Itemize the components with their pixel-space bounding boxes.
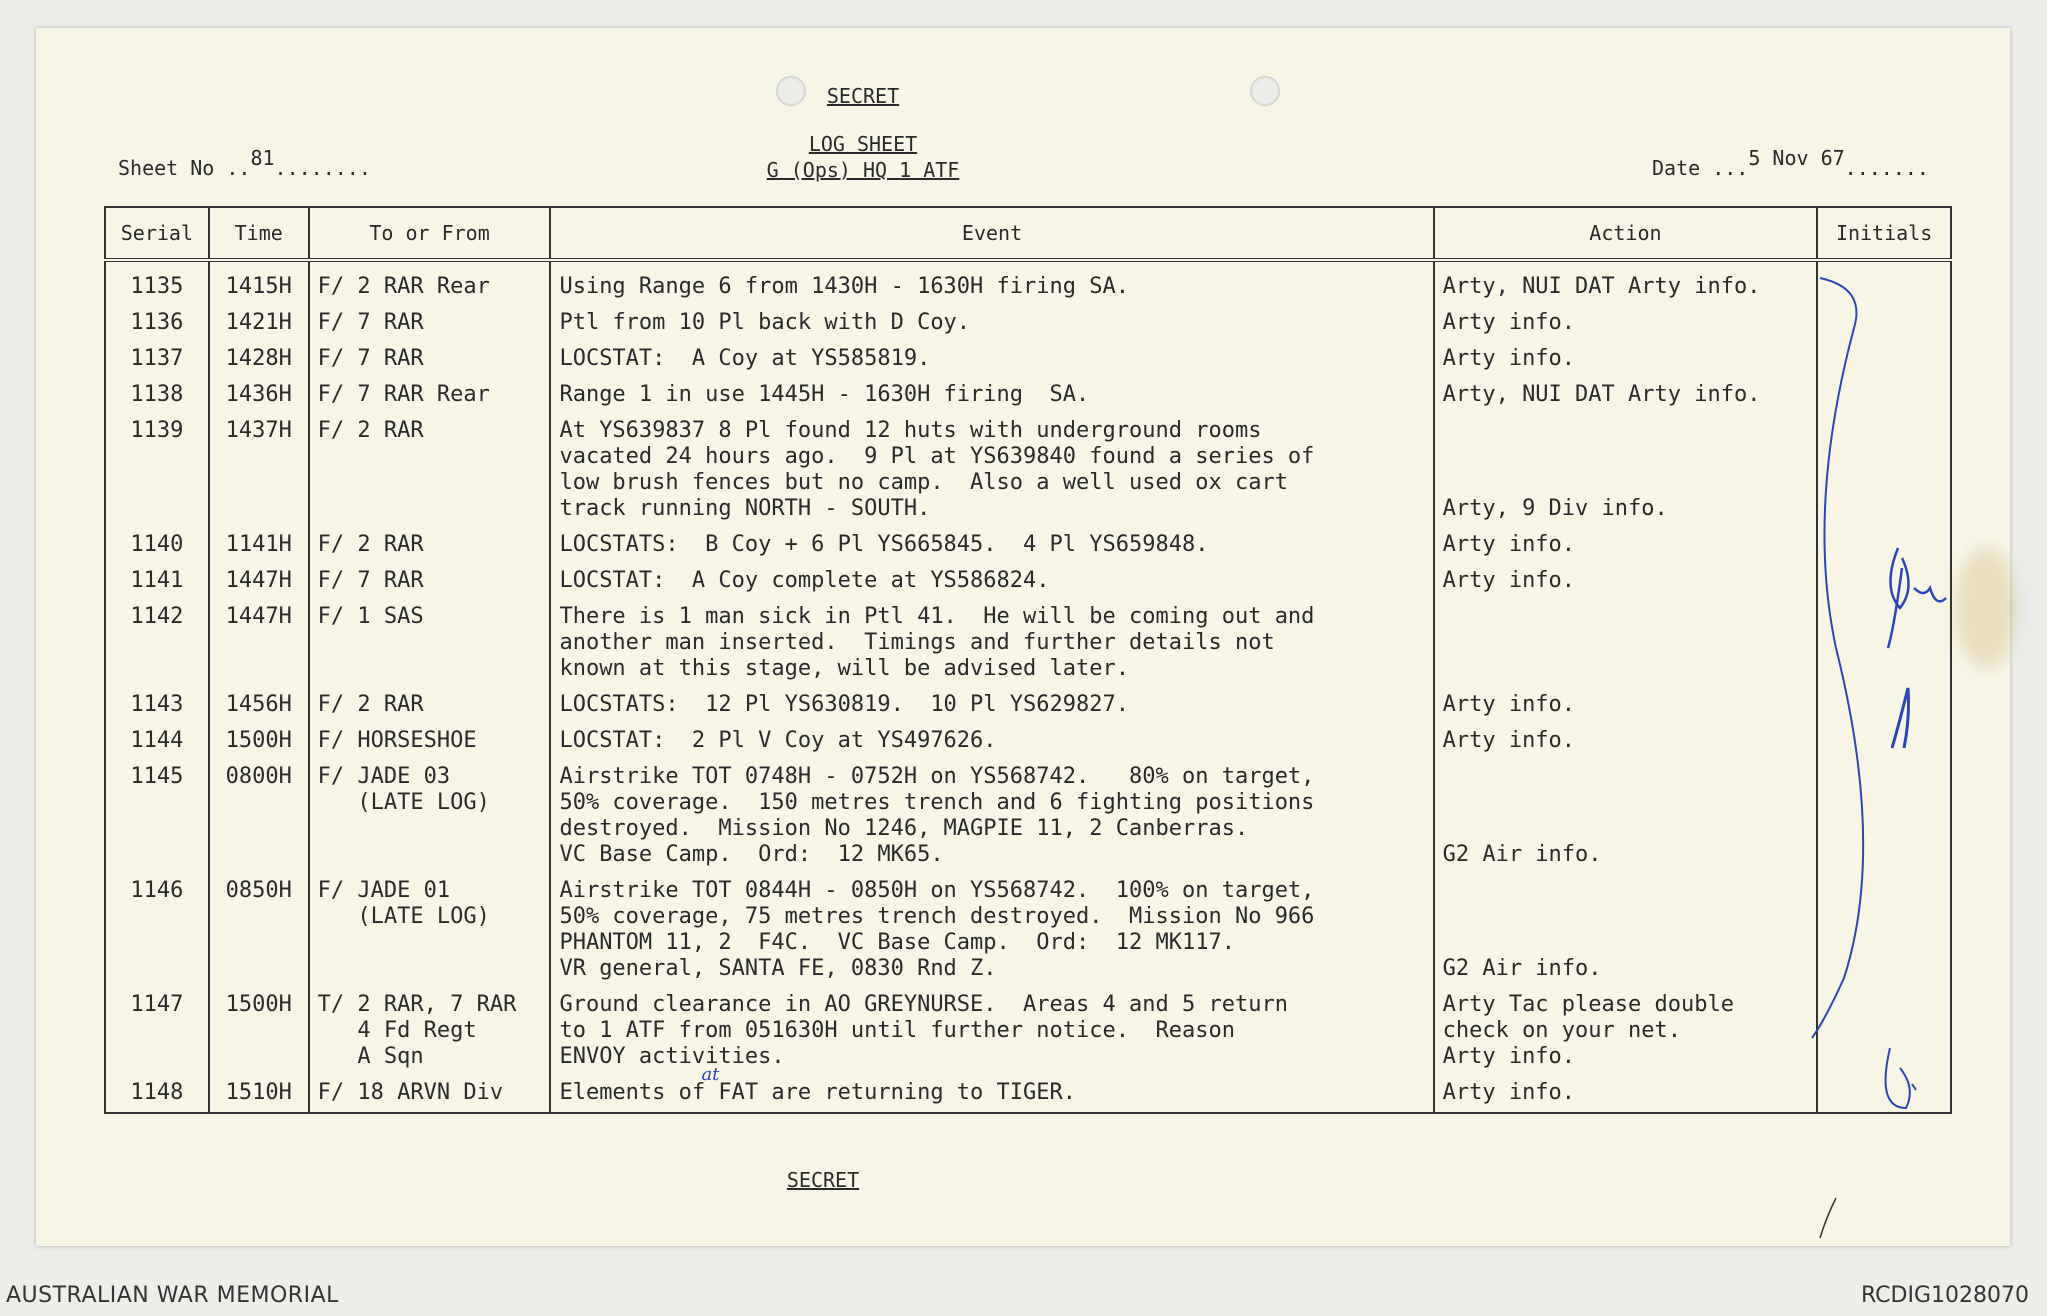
row-action: Arty info. <box>1434 306 1818 342</box>
table-row <box>105 564 1951 600</box>
row-serial: 1138 <box>105 378 209 414</box>
col-action: Action <box>1434 207 1818 260</box>
row-serial: 1142 <box>105 600 209 688</box>
row-to-or-from: F/ 18 ARVN Div <box>309 1076 551 1113</box>
row-event: At YS639837 8 Pl found 12 huts with underground rooms vacated 24 hours ago. 9 Pl at YS639840 found a series of low brush fences but no camp. Also a well used ox cart track running NORTH - SOUTH. <box>550 414 1433 528</box>
row-initials <box>1817 414 1951 528</box>
row-initials <box>1817 564 1951 600</box>
log-entries <box>105 260 1951 1113</box>
table-row <box>105 874 1951 988</box>
row-serial: 1143 <box>105 688 209 724</box>
row-to-or-from: F/ 2 RAR <box>309 688 551 724</box>
row-event: LOCSTAT: 2 Pl V Coy at YS497626. <box>550 724 1433 760</box>
row-initials <box>1817 724 1951 760</box>
row-serial: 1139 <box>105 414 209 528</box>
row-action: Arty info. <box>1434 1076 1818 1113</box>
log-table <box>104 206 1952 1114</box>
row-event: Airstrike TOT 0844H - 0850H on YS568742. 100% on target, 50% coverage, 75 metres trench destroyed. Mission No 966 PHANTOM 11, 2 F4C. VC Base Camp. Ord: 12 MK117. VR general, SANTA FE, 0830 Rnd Z. <box>550 874 1433 988</box>
row-initials <box>1817 306 1951 342</box>
row-to-or-from: T/ 2 RAR, 7 RAR 4 Fd Regt A Sqn <box>309 988 551 1076</box>
table-row <box>105 528 1951 564</box>
row-action: Arty info. <box>1434 528 1818 564</box>
row-action: Arty, NUI DAT Arty info. <box>1434 378 1818 414</box>
row-to-or-from: F/ 1 SAS <box>309 600 551 688</box>
handwritten-correction: at <box>701 1064 720 1085</box>
row-to-or-from: F/ 7 RAR <box>309 564 551 600</box>
row-initials <box>1817 874 1951 988</box>
archive-name: AUSTRALIAN WAR MEMORIAL <box>6 1283 339 1308</box>
sheet-number: Sheet No ..81........ <box>118 146 371 180</box>
row-to-or-from: F/ 7 RAR Rear <box>309 378 551 414</box>
row-event: Ground clearance in AO GREYNURSE. Areas 4 and 5 return to 1 ATF from 051630H until further notice. Reason ENVOY activities. <box>550 988 1433 1076</box>
row-event: Airstrike TOT 0748H - 0752H on YS568742. 80% on target, 50% coverage. 150 metres trench and 6 fighting positions destroyed. Mission No 1246, MAGPIE 11, 2 Canberras. VC Base Camp. Ord: 12 MK65. <box>550 760 1433 874</box>
row-time: 1436H <box>209 378 309 414</box>
edge-pencil-mark <box>1820 1198 1836 1238</box>
row-time: 0800H <box>209 760 309 874</box>
col-time: Time <box>209 207 309 260</box>
table-row <box>105 1076 1951 1113</box>
table-row <box>105 600 1951 688</box>
classification-top: SECRET <box>826 84 900 108</box>
row-action: Arty info. <box>1434 688 1818 724</box>
row-time: 1428H <box>209 342 309 378</box>
table-row <box>105 688 1951 724</box>
row-action: Arty Tac please double check on your net. Arty info. <box>1434 988 1818 1076</box>
row-to-or-from: F/ JADE 03 (LATE LOG) <box>309 760 551 874</box>
table-row <box>105 342 1951 378</box>
row-to-or-from: F/ HORSESHOE <box>309 724 551 760</box>
table-header <box>105 207 1951 260</box>
row-time: 1415H <box>209 260 309 306</box>
row-time: 0850H <box>209 874 309 988</box>
row-time: 1500H <box>209 988 309 1076</box>
row-to-or-from: F/ 2 RAR <box>309 528 551 564</box>
row-event: LOCSTAT: A Coy complete at YS586824. <box>550 564 1433 600</box>
row-serial: 1146 <box>105 874 209 988</box>
row-serial: 1141 <box>105 564 209 600</box>
row-initials <box>1817 342 1951 378</box>
row-serial: 1135 <box>105 260 209 306</box>
col-initials: Initials <box>1817 207 1951 260</box>
table-row <box>105 724 1951 760</box>
row-to-or-from: F/ 2 RAR <box>309 414 551 528</box>
row-event: LOCSTAT: A Coy at YS585819. <box>550 342 1433 378</box>
row-time: 1421H <box>209 306 309 342</box>
image-id: RCDIG1028070 <box>1860 1283 2029 1308</box>
table-row <box>105 760 1951 874</box>
row-time: 1456H <box>209 688 309 724</box>
row-event: LOCSTATS: 12 Pl YS630819. 10 Pl YS629827. <box>550 688 1433 724</box>
row-event: Using Range 6 from 1430H - 1630H firing SA. <box>550 260 1433 306</box>
col-serial: Serial <box>105 207 209 260</box>
row-event: LOCSTATS: B Coy + 6 Pl YS665845. 4 Pl YS659848. <box>550 528 1433 564</box>
row-action: G2 Air info. <box>1434 874 1818 988</box>
row-action: Arty info. <box>1434 564 1818 600</box>
row-serial: 1147 <box>105 988 209 1076</box>
row-time: 1447H <box>209 600 309 688</box>
row-to-or-from: F/ 7 RAR <box>309 342 551 378</box>
row-time: 1510H <box>209 1076 309 1113</box>
row-initials <box>1817 378 1951 414</box>
row-time: 1141H <box>209 528 309 564</box>
classification-bottom: SECRET <box>786 1168 860 1192</box>
table-row <box>105 260 1951 306</box>
row-time: 1500H <box>209 724 309 760</box>
row-serial: 1148 <box>105 1076 209 1113</box>
row-action: Arty info. <box>1434 342 1818 378</box>
paper-stain <box>1956 548 2016 668</box>
row-to-or-from: F/ JADE 01 (LATE LOG) <box>309 874 551 988</box>
row-serial: 1136 <box>105 306 209 342</box>
table-row <box>105 414 1951 528</box>
date-field: Date ...5 Nov 67....... <box>1652 146 1929 180</box>
table-row <box>105 988 1951 1076</box>
row-action: Arty info. <box>1434 724 1818 760</box>
page-title: LOG SHEET <box>808 132 918 156</box>
row-to-or-from: F/ 7 RAR <box>309 306 551 342</box>
row-initials <box>1817 1076 1951 1113</box>
row-initials <box>1817 528 1951 564</box>
row-initials <box>1817 988 1951 1076</box>
col-to-or-from: To or From <box>309 207 551 260</box>
row-action: Arty, 9 Div info. <box>1434 414 1818 528</box>
unit-name: G (Ops) HQ 1 ATF <box>766 158 960 182</box>
row-action: Arty, NUI DAT Arty info. <box>1434 260 1818 306</box>
row-initials <box>1817 600 1951 688</box>
row-serial: 1145 <box>105 760 209 874</box>
row-serial: 1144 <box>105 724 209 760</box>
row-initials <box>1817 260 1951 306</box>
row-time: 1437H <box>209 414 309 528</box>
date-value: 5 Nov 67 <box>1748 146 1845 170</box>
row-event: Elements of FAT are returning to TIGER. at <box>550 1076 1433 1113</box>
row-action: G2 Air info. <box>1434 760 1818 874</box>
table-row <box>105 378 1951 414</box>
col-event: Event <box>550 207 1433 260</box>
row-initials <box>1817 760 1951 874</box>
row-event: Ptl from 10 Pl back with D Coy. <box>550 306 1433 342</box>
row-initials <box>1817 688 1951 724</box>
row-serial: 1140 <box>105 528 209 564</box>
row-time: 1447H <box>209 564 309 600</box>
row-event: Range 1 in use 1445H - 1630H firing SA. <box>550 378 1433 414</box>
table-row <box>105 306 1951 342</box>
document-sheet <box>36 28 2010 1246</box>
row-to-or-from: F/ 2 RAR Rear <box>309 260 551 306</box>
row-event: There is 1 man sick in Ptl 41. He will be coming out and another man inserted. Timings and further details not known at this stage, will be advised later. <box>550 600 1433 688</box>
row-serial: 1137 <box>105 342 209 378</box>
row-action <box>1434 600 1818 688</box>
sheet-number-value: 81 <box>250 146 275 170</box>
